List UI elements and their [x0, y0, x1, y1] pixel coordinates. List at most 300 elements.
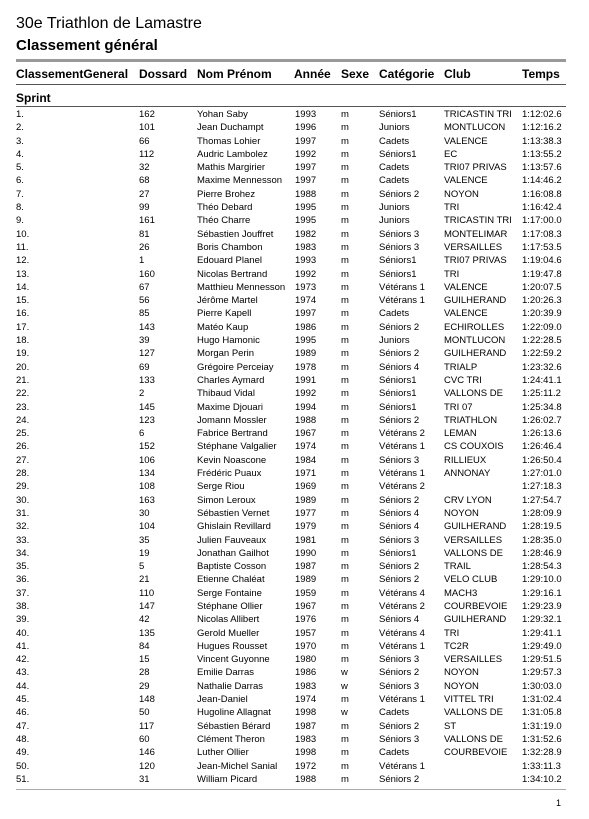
- rank-cell: 23.: [16, 401, 30, 413]
- section-title: Sprint: [16, 91, 51, 105]
- bib-cell: 84: [139, 640, 150, 652]
- club-cell: MONTLUCON: [444, 335, 506, 347]
- club-cell: VITTEL TRI: [444, 694, 494, 706]
- name-cell: Emilie Darras: [197, 667, 255, 679]
- table-row: [0, 121, 589, 134]
- rank-cell: 32.: [16, 521, 30, 533]
- table-row: [0, 560, 589, 573]
- bib-cell: 148: [139, 694, 155, 706]
- category-cell: Vétérans 1: [379, 760, 425, 772]
- year-cell: 1987: [295, 720, 317, 732]
- name-cell: Serge Riou: [197, 481, 245, 493]
- bib-cell: 1: [139, 255, 145, 267]
- year-cell: 1993: [295, 255, 317, 267]
- club-cell: MONTELIMAR: [444, 228, 508, 240]
- year-cell: 1967: [295, 600, 317, 612]
- category-cell: Vétérans 1: [379, 441, 425, 453]
- year-cell: 1998: [295, 747, 317, 759]
- club-cell: TRI: [444, 268, 460, 280]
- sex-cell: m: [341, 162, 349, 174]
- name-cell: Gerold Mueller: [197, 627, 260, 639]
- category-cell: Séniors 3: [379, 454, 420, 466]
- time-cell: 1:28:19.5: [522, 521, 562, 533]
- table-row: [0, 108, 589, 121]
- sex-cell: m: [341, 135, 349, 147]
- club-cell: TRI07 PRIVAS: [444, 255, 507, 267]
- category-cell: Séniors 2: [379, 720, 420, 732]
- club-cell: CS COUXOIS: [444, 441, 504, 453]
- rank-cell: 21.: [16, 374, 30, 386]
- bib-cell: 15: [139, 654, 150, 666]
- rank-cell: 5.: [16, 162, 24, 174]
- table-row: [0, 520, 589, 533]
- sex-cell: m: [341, 401, 349, 413]
- club-cell: GUILHERAND: [444, 295, 507, 307]
- time-cell: 1:12:02.6: [522, 109, 562, 120]
- year-cell: 1995: [295, 335, 317, 347]
- club-cell: GUILHERAND: [444, 614, 507, 626]
- table-row: [0, 440, 589, 453]
- name-cell: Vincent Guyonne: [197, 654, 270, 666]
- bib-cell: 106: [139, 454, 155, 466]
- bib-cell: 42: [139, 614, 150, 626]
- sex-cell: m: [341, 614, 349, 626]
- table-row: [0, 587, 589, 600]
- table-row: [0, 640, 589, 653]
- year-cell: 1976: [295, 614, 317, 626]
- category-cell: Séniors 2: [379, 494, 420, 506]
- club-cell: COURBEVOIE: [444, 600, 508, 612]
- table-row: [0, 760, 589, 773]
- club-cell: TRI: [444, 627, 460, 639]
- name-cell: Nicolas Bertrand: [197, 268, 268, 280]
- category-cell: Cadets: [379, 175, 410, 187]
- bib-cell: 27: [139, 188, 150, 200]
- category-cell: Séniors 3: [379, 228, 420, 240]
- category-cell: Séniors1: [379, 268, 417, 280]
- year-cell: 1986: [295, 667, 317, 679]
- club-cell: TRICASTIN TRI: [444, 215, 512, 227]
- table-row: [0, 148, 589, 161]
- category-cell: Vétérans 4: [379, 627, 425, 639]
- time-cell: 1:16:42.4: [522, 202, 562, 214]
- year-cell: 1997: [295, 135, 317, 147]
- sex-cell: m: [341, 640, 349, 652]
- category-cell: Vétérans 1: [379, 640, 425, 652]
- rank-cell: 30.: [16, 494, 30, 506]
- category-cell: Séniors 2: [379, 348, 420, 360]
- year-cell: 1984: [295, 454, 317, 466]
- sex-cell: m: [341, 694, 349, 706]
- name-cell: Yohan Saby: [197, 109, 248, 120]
- category-cell: Séniors 2: [379, 188, 420, 200]
- rank-cell: 15.: [16, 295, 30, 307]
- rank-cell: 10.: [16, 228, 30, 240]
- time-cell: 1:33:11.3: [522, 760, 561, 772]
- name-cell: Serge Fontaine: [197, 587, 262, 599]
- sex-cell: m: [341, 720, 349, 732]
- time-cell: 1:31:05.8: [522, 707, 562, 719]
- rank-cell: 1.: [16, 109, 24, 120]
- club-cell: GUILHERAND: [444, 348, 507, 360]
- category-cell: Vétérans 1: [379, 281, 425, 293]
- club-cell: LEMAN: [444, 428, 477, 440]
- club-cell: NOYON: [444, 188, 479, 200]
- name-cell: Mathis Margirier: [197, 162, 266, 174]
- club-cell: TRI: [444, 202, 460, 214]
- rank-cell: 37.: [16, 587, 30, 599]
- bib-cell: 110: [139, 587, 155, 599]
- sex-cell: m: [341, 109, 349, 120]
- table-row: [0, 321, 589, 334]
- bib-cell: 135: [139, 627, 155, 639]
- year-cell: 1969: [295, 481, 317, 493]
- year-cell: 1980: [295, 654, 317, 666]
- bib-cell: 66: [139, 135, 150, 147]
- year-cell: 1990: [295, 547, 317, 559]
- rank-cell: 38.: [16, 600, 30, 612]
- club-cell: VALENCE: [444, 135, 488, 147]
- sex-cell: m: [341, 348, 349, 360]
- category-cell: Vétérans 1: [379, 468, 425, 480]
- rank-cell: 11.: [16, 241, 29, 253]
- name-cell: Edouard Planel: [197, 255, 262, 267]
- column-header-sex: Sexe: [341, 67, 370, 81]
- bib-cell: 85: [139, 308, 150, 320]
- rank-cell: 9.: [16, 215, 24, 227]
- rank-cell: 45.: [16, 694, 30, 706]
- category-cell: Séniors 3: [379, 654, 420, 666]
- rank-cell: 24.: [16, 414, 30, 426]
- year-cell: 1982: [295, 228, 317, 240]
- year-cell: 1992: [295, 388, 317, 400]
- year-cell: 1983: [295, 680, 317, 692]
- sex-cell: m: [341, 241, 349, 253]
- bib-cell: 30: [139, 507, 150, 519]
- name-cell: Etienne Chaléat: [197, 574, 265, 586]
- name-cell: Hugues Rousset: [197, 640, 268, 652]
- club-cell: TRI 07: [444, 401, 473, 413]
- table-row: [0, 573, 589, 586]
- table-row: [0, 281, 589, 294]
- year-cell: 1987: [295, 561, 317, 573]
- table-row: [0, 135, 589, 148]
- rank-cell: 35.: [16, 561, 30, 573]
- sex-cell: m: [341, 587, 349, 599]
- year-cell: 1971: [295, 468, 317, 480]
- category-cell: Séniors1: [379, 148, 417, 160]
- table-row: [0, 534, 589, 547]
- category-cell: Séniors 3: [379, 534, 420, 546]
- sex-cell: m: [341, 521, 349, 533]
- category-cell: Vétérans 2: [379, 481, 425, 493]
- time-cell: 1:19:04.6: [522, 255, 562, 267]
- category-cell: Juniors: [379, 215, 410, 227]
- rank-cell: 48.: [16, 733, 30, 745]
- club-cell: NOYON: [444, 680, 479, 692]
- category-cell: Séniors 2: [379, 773, 420, 785]
- name-cell: Nicolas Allibert: [197, 614, 260, 626]
- club-cell: VELO CLUB: [444, 574, 498, 586]
- time-cell: 1:13:57.6: [522, 162, 562, 174]
- time-cell: 1:13:55.2: [522, 148, 562, 160]
- bib-cell: 50: [139, 707, 150, 719]
- table-row: [0, 228, 589, 241]
- sex-cell: m: [341, 561, 349, 573]
- sex-cell: m: [341, 268, 349, 280]
- year-cell: 1997: [295, 308, 317, 320]
- column-header-category: Catégorie: [379, 67, 435, 81]
- year-cell: 1974: [295, 694, 317, 706]
- club-cell: VERSAILLES: [444, 654, 503, 666]
- time-cell: 1:22:28.5: [522, 335, 562, 347]
- rank-cell: 14.: [16, 281, 30, 293]
- time-cell: 1:14:46.2: [522, 175, 562, 187]
- rank-cell: 19.: [16, 348, 30, 360]
- sex-cell: m: [341, 494, 349, 506]
- name-cell: Baptiste Cosson: [197, 561, 267, 573]
- sex-cell: m: [341, 361, 349, 373]
- club-cell: VALLONS DE: [444, 733, 503, 745]
- table-row: [0, 254, 589, 267]
- table-row: [0, 600, 589, 613]
- time-cell: 1:24:41.1: [522, 374, 562, 386]
- bib-cell: 6: [139, 428, 145, 440]
- club-cell: ECHIROLLES: [444, 321, 505, 333]
- sex-cell: w: [341, 680, 348, 692]
- time-cell: 1:19:47.8: [522, 268, 562, 280]
- bib-cell: 143: [139, 321, 155, 333]
- table-row: [0, 401, 589, 414]
- year-cell: 1974: [295, 441, 317, 453]
- bib-cell: 31: [139, 773, 150, 785]
- table-row: [0, 467, 589, 480]
- table-row: [0, 361, 589, 374]
- table-row: [0, 627, 589, 640]
- header-bottom-rule: [16, 84, 566, 85]
- name-cell: Clément Theron: [197, 733, 265, 745]
- table-row: [0, 547, 589, 560]
- bib-cell: 69: [139, 361, 150, 373]
- club-cell: EC: [444, 148, 458, 160]
- time-cell: 1:17:00.0: [522, 215, 562, 227]
- category-cell: Séniors1: [379, 255, 417, 267]
- sex-cell: m: [341, 202, 349, 214]
- table-row: [0, 294, 589, 307]
- bib-cell: 2: [139, 388, 145, 400]
- club-cell: MACH3: [444, 587, 478, 599]
- year-cell: 1994: [295, 401, 317, 413]
- time-cell: 1:22:09.0: [522, 321, 562, 333]
- time-cell: 1:28:35.0: [522, 534, 562, 546]
- year-cell: 1992: [295, 268, 317, 280]
- header-top-rule: [16, 59, 566, 62]
- time-cell: 1:20:26.3: [522, 295, 562, 307]
- sex-cell: m: [341, 481, 349, 493]
- name-cell: Audric Lambolez: [197, 148, 268, 160]
- sex-cell: m: [341, 188, 349, 200]
- year-cell: 1970: [295, 640, 317, 652]
- rank-cell: 7.: [16, 188, 24, 200]
- rank-cell: 2.: [16, 122, 24, 134]
- bib-cell: 152: [139, 441, 155, 453]
- category-cell: Séniors 2: [379, 414, 420, 426]
- club-cell: VALENCE: [444, 308, 488, 320]
- rank-cell: 22.: [16, 388, 30, 400]
- table-row: [0, 214, 589, 227]
- table-row: [0, 201, 589, 214]
- club-cell: VALLONS DE: [444, 707, 503, 719]
- time-cell: 1:29:16.1: [522, 587, 562, 599]
- bib-cell: 21: [139, 574, 150, 586]
- time-cell: 1:12:16.2: [522, 122, 562, 134]
- table-row: [0, 720, 589, 733]
- rank-cell: 8.: [16, 202, 24, 214]
- name-cell: Hugoline Allagnat: [197, 707, 271, 719]
- bib-cell: 99: [139, 202, 150, 214]
- club-cell: VALENCE: [444, 281, 488, 293]
- club-cell: VERSAILLES: [444, 241, 503, 253]
- sex-cell: m: [341, 507, 349, 519]
- time-cell: 1:28:46.9: [522, 547, 562, 559]
- name-cell: Simon Leroux: [197, 494, 256, 506]
- rank-cell: 50.: [16, 760, 30, 772]
- rank-cell: 46.: [16, 707, 30, 719]
- year-cell: 1978: [295, 361, 317, 373]
- rank-cell: 26.: [16, 441, 30, 453]
- rank-cell: 40.: [16, 627, 30, 639]
- section-rule: [16, 106, 566, 107]
- year-cell: 1957: [295, 627, 317, 639]
- rank-cell: 6.: [16, 175, 24, 187]
- bib-cell: 146: [139, 747, 155, 759]
- club-cell: VALLONS DE: [444, 547, 503, 559]
- club-cell: VALLONS DE: [444, 388, 503, 400]
- table-row: [0, 653, 589, 666]
- table-row: [0, 188, 589, 201]
- category-cell: Séniors 4: [379, 614, 420, 626]
- table-row: [0, 334, 589, 347]
- column-header-name: Nom Prénom: [197, 67, 272, 81]
- name-cell: Frédéric Puaux: [197, 468, 262, 480]
- year-cell: 1983: [295, 733, 317, 745]
- sex-cell: m: [341, 281, 349, 293]
- club-cell: TRICASTIN TRI: [444, 109, 512, 120]
- club-cell: RILLIEUX: [444, 454, 487, 466]
- sex-cell: m: [341, 255, 349, 267]
- name-cell: Jérôme Martel: [197, 295, 258, 307]
- time-cell: 1:31:52.6: [522, 733, 562, 745]
- year-cell: 1997: [295, 175, 317, 187]
- bib-cell: 60: [139, 733, 150, 745]
- time-cell: 1:29:41.1: [522, 627, 562, 639]
- name-cell: Matthieu Mennesson: [197, 281, 286, 293]
- category-cell: Juniors: [379, 202, 410, 214]
- year-cell: 1977: [295, 507, 317, 519]
- name-cell: Pierre Kapell: [197, 308, 252, 320]
- category-cell: Séniors 3: [379, 241, 420, 253]
- time-cell: 1:17:08.3: [522, 228, 562, 240]
- rank-cell: 3.: [16, 135, 24, 147]
- name-cell: Jomann Mossler: [197, 414, 267, 426]
- name-cell: Julien Fauveaux: [197, 534, 267, 546]
- rank-cell: 12.: [16, 255, 30, 267]
- club-cell: TRIATHLON: [444, 414, 498, 426]
- category-cell: Séniors 4: [379, 507, 420, 519]
- year-cell: 1989: [295, 574, 317, 586]
- rank-cell: 20.: [16, 361, 30, 373]
- rank-cell: 29.: [16, 481, 30, 493]
- category-cell: Séniors 2: [379, 561, 420, 573]
- category-cell: Séniors 3: [379, 733, 420, 745]
- sex-cell: m: [341, 627, 349, 639]
- rank-cell: 49.: [16, 747, 30, 759]
- year-cell: 1993: [295, 109, 317, 120]
- club-cell: GUILHERAND: [444, 521, 507, 533]
- time-cell: 1:25:34.8: [522, 401, 562, 413]
- name-cell: Sébastien Jouffret: [197, 228, 274, 240]
- sex-cell: w: [341, 707, 348, 719]
- name-cell: Stéphane Valgalier: [197, 441, 277, 453]
- bib-cell: 35: [139, 534, 150, 546]
- table-row: [0, 427, 589, 440]
- bib-cell: 101: [139, 122, 155, 134]
- name-cell: Matéo Kaup: [197, 321, 249, 333]
- name-cell: Thibaud Vidal: [197, 388, 255, 400]
- sex-cell: m: [341, 600, 349, 612]
- year-cell: 1973: [295, 281, 317, 293]
- sex-cell: m: [341, 374, 349, 386]
- category-cell: Séniors1: [379, 109, 417, 120]
- time-cell: 1:29:23.9: [522, 600, 562, 612]
- bib-cell: 123: [139, 414, 155, 426]
- name-cell: Grégoire Perceiay: [197, 361, 274, 373]
- year-cell: 1989: [295, 348, 317, 360]
- club-cell: CRV LYON: [444, 494, 492, 506]
- time-cell: 1:29:32.1: [522, 614, 562, 626]
- club-cell: MONTLUCON: [444, 122, 506, 134]
- category-cell: Cadets: [379, 308, 410, 320]
- name-cell: Pierre Brohez: [197, 188, 256, 200]
- sex-cell: m: [341, 747, 349, 759]
- rank-cell: 18.: [16, 335, 30, 347]
- category-cell: Vétérans 2: [379, 428, 425, 440]
- table-row: [0, 480, 589, 493]
- sex-cell: m: [341, 733, 349, 745]
- time-cell: 1:31:02.4: [522, 694, 562, 706]
- column-header-time: Temps: [522, 67, 560, 81]
- bib-cell: 26: [139, 241, 150, 253]
- rank-cell: 16.: [16, 308, 30, 320]
- bib-cell: 160: [139, 268, 155, 280]
- name-cell: Jean-Daniel: [197, 694, 248, 706]
- rank-cell: 44.: [16, 680, 30, 692]
- time-cell: 1:26:50.4: [522, 454, 562, 466]
- sex-cell: m: [341, 414, 349, 426]
- column-header-rank: ClassementGeneral: [16, 67, 129, 81]
- rank-cell: 17.: [16, 321, 30, 333]
- name-cell: Luther Ollier: [197, 747, 249, 759]
- club-cell: ST: [444, 720, 457, 732]
- name-cell: Jonathan Gailhot: [197, 547, 269, 559]
- category-cell: Séniors1: [379, 374, 417, 386]
- year-cell: 1989: [295, 494, 317, 506]
- year-cell: 1981: [295, 534, 317, 546]
- year-cell: 1988: [295, 773, 317, 785]
- category-cell: Séniors 2: [379, 574, 420, 586]
- sex-cell: m: [341, 574, 349, 586]
- category-cell: Séniors1: [379, 388, 417, 400]
